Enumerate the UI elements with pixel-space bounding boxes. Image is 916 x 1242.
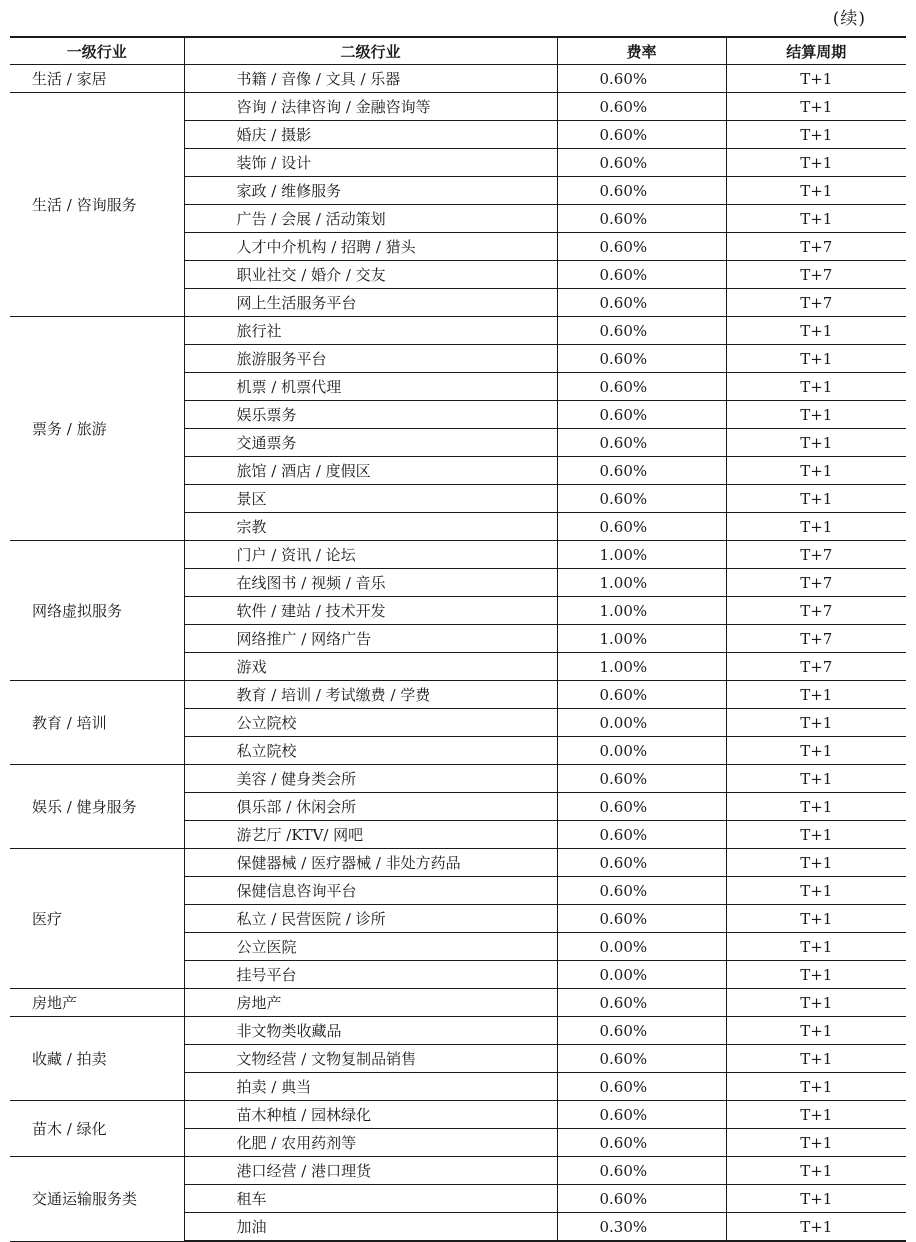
table-row: [10, 541, 906, 569]
secondary-industry-cell: 书籍 / 音像 / 文具 / 乐器: [184, 65, 557, 93]
table-row: [10, 681, 906, 709]
rate-cell: 0.60%: [557, 261, 726, 289]
settlement-cycle-cell: T+1: [726, 849, 906, 877]
header-row: [10, 37, 906, 65]
rate-cell: 0.60%: [557, 233, 726, 261]
rate-table: [10, 36, 906, 1242]
secondary-industry-cell: 加油: [184, 1213, 557, 1242]
settlement-cycle-cell: T+7: [726, 569, 906, 597]
secondary-industry-cell: 家政 / 维修服务: [184, 177, 557, 205]
primary-industry-cell: 苗木 / 绿化: [10, 1101, 184, 1157]
secondary-industry-cell: 非文物类收藏品: [184, 1017, 557, 1045]
secondary-industry-cell: 网上生活服务平台: [184, 289, 557, 317]
rate-cell: 1.00%: [557, 541, 726, 569]
settlement-cycle-cell: T+7: [726, 289, 906, 317]
secondary-industry-cell: 港口经营 / 港口理货: [184, 1157, 557, 1185]
settlement-cycle-cell: T+1: [726, 1213, 906, 1242]
table-row: [10, 317, 906, 345]
secondary-industry-cell: 装饰 / 设计: [184, 149, 557, 177]
settlement-cycle-cell: T+7: [726, 597, 906, 625]
rate-cell: 0.60%: [557, 149, 726, 177]
settlement-cycle-cell: T+1: [726, 989, 906, 1017]
secondary-industry-cell: 旅游服务平台: [184, 345, 557, 373]
settlement-cycle-cell: T+1: [726, 1073, 906, 1101]
settlement-cycle-cell: T+1: [726, 877, 906, 905]
rate-cell: 1.00%: [557, 653, 726, 681]
secondary-industry-cell: 咨询 / 法律咨询 / 金融咨询等: [184, 93, 557, 121]
rate-cell: 0.60%: [557, 1129, 726, 1157]
rate-cell: 0.60%: [557, 1045, 726, 1073]
header-secondary-industry: 二级行业: [184, 37, 557, 65]
secondary-industry-cell: 化肥 / 农用药剂等: [184, 1129, 557, 1157]
rate-cell: 0.60%: [557, 905, 726, 933]
rate-cell: 1.00%: [557, 625, 726, 653]
primary-industry-cell: 生活 / 咨询服务: [10, 93, 184, 317]
settlement-cycle-cell: T+1: [726, 457, 906, 485]
secondary-industry-cell: 私立院校: [184, 737, 557, 765]
table-row: [10, 989, 906, 1017]
settlement-cycle-cell: T+1: [726, 401, 906, 429]
settlement-cycle-cell: T+1: [726, 205, 906, 233]
secondary-industry-cell: 广告 / 会展 / 活动策划: [184, 205, 557, 233]
settlement-cycle-cell: T+1: [726, 1017, 906, 1045]
rate-cell: 0.00%: [557, 709, 726, 737]
table-row: [10, 1101, 906, 1129]
settlement-cycle-cell: T+1: [726, 177, 906, 205]
secondary-industry-cell: 人才中介机构 / 招聘 / 猎头: [184, 233, 557, 261]
rate-cell: 0.60%: [557, 317, 726, 345]
settlement-cycle-cell: T+1: [726, 933, 906, 961]
secondary-industry-cell: 交通票务: [184, 429, 557, 457]
settlement-cycle-cell: T+1: [726, 65, 906, 93]
settlement-cycle-cell: T+1: [726, 345, 906, 373]
primary-industry-cell: 票务 / 旅游: [10, 317, 184, 541]
primary-industry-cell: 教育 / 培训: [10, 681, 184, 765]
rate-cell: 0.60%: [557, 1157, 726, 1185]
rate-cell: 0.60%: [557, 1073, 726, 1101]
rate-cell: 0.60%: [557, 93, 726, 121]
rate-cell: 1.00%: [557, 597, 726, 625]
secondary-industry-cell: 保健器械 / 医疗器械 / 非处方药品: [184, 849, 557, 877]
rate-cell: 0.60%: [557, 513, 726, 541]
rate-cell: 0.60%: [557, 401, 726, 429]
secondary-industry-cell: 俱乐部 / 休闲会所: [184, 793, 557, 821]
rate-cell: 0.60%: [557, 205, 726, 233]
rate-cell: 0.60%: [557, 289, 726, 317]
settlement-cycle-cell: T+7: [726, 233, 906, 261]
settlement-cycle-cell: T+1: [726, 149, 906, 177]
rate-cell: 0.60%: [557, 989, 726, 1017]
secondary-industry-cell: 在线图书 / 视频 / 音乐: [184, 569, 557, 597]
rate-cell: 1.00%: [557, 569, 726, 597]
secondary-industry-cell: 游戏: [184, 653, 557, 681]
settlement-cycle-cell: T+1: [726, 93, 906, 121]
settlement-cycle-cell: T+1: [726, 905, 906, 933]
secondary-industry-cell: 教育 / 培训 / 考试缴费 / 学费: [184, 681, 557, 709]
settlement-cycle-cell: T+7: [726, 653, 906, 681]
rate-cell: 0.60%: [557, 793, 726, 821]
settlement-cycle-cell: T+1: [726, 765, 906, 793]
primary-industry-cell: 生活 / 家居: [10, 65, 184, 93]
settlement-cycle-cell: T+7: [726, 261, 906, 289]
table-row: [10, 1157, 906, 1185]
settlement-cycle-cell: T+1: [726, 709, 906, 737]
secondary-industry-cell: 文物经营 / 文物复制品销售: [184, 1045, 557, 1073]
settlement-cycle-cell: T+1: [726, 317, 906, 345]
rate-cell: 0.60%: [557, 373, 726, 401]
rate-cell: 0.60%: [557, 485, 726, 513]
rate-cell: 0.60%: [557, 457, 726, 485]
rate-cell: 0.00%: [557, 933, 726, 961]
settlement-cycle-cell: T+7: [726, 625, 906, 653]
settlement-cycle-cell: T+1: [726, 793, 906, 821]
header-settlement-cycle: 结算周期: [726, 37, 906, 65]
secondary-industry-cell: 娱乐票务: [184, 401, 557, 429]
secondary-industry-cell: 门户 / 资讯 / 论坛: [184, 541, 557, 569]
continued-label: (续): [832, 9, 866, 29]
header-primary-industry: 一级行业: [10, 37, 184, 65]
secondary-industry-cell: 机票 / 机票代理: [184, 373, 557, 401]
settlement-cycle-cell: T+1: [726, 1157, 906, 1185]
rate-cell: 0.00%: [557, 961, 726, 989]
table-row: [10, 93, 906, 121]
rate-cell: 0.60%: [557, 877, 726, 905]
settlement-cycle-cell: T+1: [726, 373, 906, 401]
rate-cell: 0.60%: [557, 821, 726, 849]
settlement-cycle-cell: T+1: [726, 513, 906, 541]
rate-cell: 0.60%: [557, 345, 726, 373]
primary-industry-cell: 交通运输服务类: [10, 1157, 184, 1242]
secondary-industry-cell: 私立 / 民营医院 / 诊所: [184, 905, 557, 933]
secondary-industry-cell: 公立医院: [184, 933, 557, 961]
secondary-industry-cell: 美容 / 健身类会所: [184, 765, 557, 793]
rate-cell: 0.60%: [557, 765, 726, 793]
settlement-cycle-cell: T+1: [726, 681, 906, 709]
primary-industry-cell: 收藏 / 拍卖: [10, 1017, 184, 1101]
primary-industry-cell: 医疗: [10, 849, 184, 989]
secondary-industry-cell: 软件 / 建站 / 技术开发: [184, 597, 557, 625]
settlement-cycle-cell: T+1: [726, 1045, 906, 1073]
table-body: [10, 65, 906, 1242]
settlement-cycle-cell: T+1: [726, 485, 906, 513]
settlement-cycle-cell: T+1: [726, 961, 906, 989]
rate-cell: 0.60%: [557, 121, 726, 149]
settlement-cycle-cell: T+1: [726, 1185, 906, 1213]
rate-cell: 0.60%: [557, 65, 726, 93]
table-row: [10, 849, 906, 877]
rate-cell: 0.60%: [557, 429, 726, 457]
secondary-industry-cell: 保健信息咨询平台: [184, 877, 557, 905]
table-row: [10, 65, 906, 93]
rate-cell: 0.30%: [557, 1213, 726, 1242]
table-row: [10, 1017, 906, 1045]
rate-cell: 0.60%: [557, 177, 726, 205]
settlement-cycle-cell: T+1: [726, 821, 906, 849]
rate-cell: 0.60%: [557, 681, 726, 709]
secondary-industry-cell: 租车: [184, 1185, 557, 1213]
settlement-cycle-cell: T+1: [726, 1129, 906, 1157]
secondary-industry-cell: 旅馆 / 酒店 / 度假区: [184, 457, 557, 485]
rate-cell: 0.00%: [557, 737, 726, 765]
secondary-industry-cell: 苗木种植 / 园林绿化: [184, 1101, 557, 1129]
rate-cell: 0.60%: [557, 849, 726, 877]
secondary-industry-cell: 公立院校: [184, 709, 557, 737]
table-row: [10, 765, 906, 793]
settlement-cycle-cell: T+7: [726, 541, 906, 569]
secondary-industry-cell: 游艺厅 /KTV/ 网吧: [184, 821, 557, 849]
rate-cell: 0.60%: [557, 1185, 726, 1213]
secondary-industry-cell: 婚庆 / 摄影: [184, 121, 557, 149]
settlement-cycle-cell: T+1: [726, 429, 906, 457]
secondary-industry-cell: 房地产: [184, 989, 557, 1017]
secondary-industry-cell: 旅行社: [184, 317, 557, 345]
secondary-industry-cell: 职业社交 / 婚介 / 交友: [184, 261, 557, 289]
secondary-industry-cell: 挂号平台: [184, 961, 557, 989]
header-rate: 费率: [557, 37, 726, 65]
secondary-industry-cell: 宗教: [184, 513, 557, 541]
rate-cell: 0.60%: [557, 1101, 726, 1129]
primary-industry-cell: 网络虚拟服务: [10, 541, 184, 681]
secondary-industry-cell: 景区: [184, 485, 557, 513]
settlement-cycle-cell: T+1: [726, 121, 906, 149]
rate-cell: 0.60%: [557, 1017, 726, 1045]
secondary-industry-cell: 拍卖 / 典当: [184, 1073, 557, 1101]
primary-industry-cell: 娱乐 / 健身服务: [10, 765, 184, 849]
primary-industry-cell: 房地产: [10, 989, 184, 1017]
secondary-industry-cell: 网络推广 / 网络广告: [184, 625, 557, 653]
settlement-cycle-cell: T+1: [726, 1101, 906, 1129]
settlement-cycle-cell: T+1: [726, 737, 906, 765]
